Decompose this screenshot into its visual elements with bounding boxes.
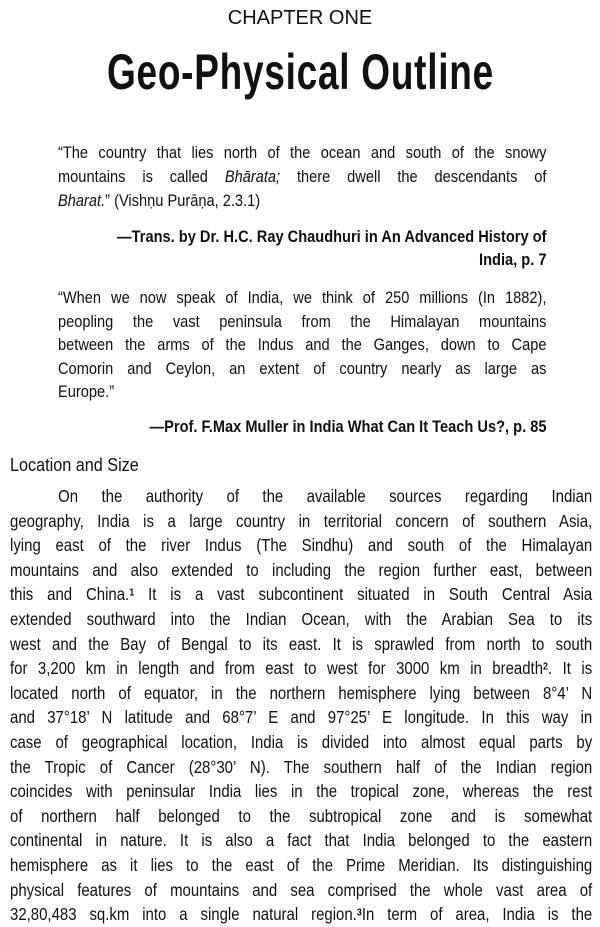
- text-line: [58, 141, 546, 165]
- text-run: mountains is called: [58, 167, 225, 186]
- text-run: ” (Vishṇu Purāṇa, 2.3.1): [105, 191, 261, 210]
- footnote-marker: 3: [356, 907, 362, 919]
- text-run: case of geographical location, India is divided into almost equal parts by: [10, 731, 593, 752]
- text-run: and 37°18’ N latitude and 68°7’ E and 97°25’ E longitude. In this way in: [10, 707, 593, 728]
- epigraph-quote-2: [58, 286, 546, 404]
- text-run: On the authority of the available sources regarding Indian: [58, 486, 593, 506]
- text-line: [10, 755, 592, 780]
- text-line: [10, 607, 592, 632]
- text-run: It is a vast subcontinent situated in South Central Asia: [134, 584, 593, 605]
- text-run: for 3,200 km in length and from east to west for 3000 km in breadth: [10, 658, 544, 679]
- text-line: [10, 779, 592, 804]
- text-run: hemisphere as it lies to the east of the Prime Meridian. Its distinguishing: [10, 854, 593, 875]
- text-line: [58, 333, 546, 357]
- text-run: the Tropic of Cancer (28°30’ N). The southern half of the Indian region: [10, 756, 593, 777]
- epigraph-attribution-2: [58, 415, 546, 439]
- text-run: extended southward into the Indian Ocean, with the Arabian Sea to its: [10, 608, 593, 629]
- footnote-marker: 1: [129, 587, 135, 599]
- text-run: India, p. 7: [479, 250, 547, 269]
- text-run: physical features of mountains and sea comprised the whole vast area of: [10, 879, 593, 900]
- epigraph-attribution-1: [58, 225, 546, 271]
- text-line: [58, 189, 546, 213]
- text-run: between the arms of the Indus and the Ganges, down to Cape: [58, 335, 547, 355]
- epigraph-quote-1: [58, 141, 546, 213]
- text-run: 32,80,483 sq.km into a single natural region.: [10, 904, 357, 925]
- chapter-label: CHAPTER ONE: [227, 7, 373, 29]
- text-run: “When we now speak of India, we think of 250 millions (In 1882),: [58, 288, 547, 307]
- text-run: of northern half belonged to the subtropical zone and is somewhat: [10, 805, 593, 826]
- text-line: [10, 656, 592, 681]
- text-line: [58, 225, 546, 248]
- text-line: [10, 705, 592, 730]
- text-run: “The country that lies north of the ocean and south of the snowy: [58, 143, 547, 162]
- text-run: lying east of the river Indus (The Sindhu) and south of the Himalayan: [10, 535, 593, 556]
- text-run: this and China.: [10, 584, 130, 605]
- text-run: —Prof. F.Max Muller in India What Can It Teach Us?, p. 85: [149, 417, 547, 436]
- footnote-marker: 2: [543, 661, 549, 673]
- text-run: continental in nature. It is also a fact that India belonged to the eastern: [10, 830, 593, 851]
- text-line: [10, 730, 592, 755]
- text-line: [10, 804, 592, 829]
- text-line: [10, 484, 592, 509]
- body-paragraph: [10, 484, 592, 927]
- text-line: [10, 902, 592, 927]
- text-line: [10, 828, 592, 853]
- text-line: [10, 681, 592, 706]
- text-line: [10, 853, 592, 878]
- text-line: [58, 286, 546, 310]
- text-line: [10, 509, 592, 534]
- text-line: [10, 558, 592, 583]
- text-run: located north of equator, in the northern hemisphere lying between 8°4’ N: [10, 682, 593, 703]
- text-line: [10, 632, 592, 657]
- text-run: coincides with peninsular India lies in the tropical zone, whereas the rest: [10, 781, 593, 802]
- text-run: peopling the vast peninsula from the Himalayan mountains: [58, 311, 547, 331]
- text-run: mountains and also extended to including the region further east, between: [10, 559, 593, 580]
- text-run: —Trans. by Dr. H.C. Ray Chaudhuri in An Advanced History of: [117, 227, 547, 246]
- text-run: there dwell the descendants of: [280, 167, 547, 186]
- text-line: [58, 357, 546, 381]
- text-run: In term of area, India is the: [361, 904, 593, 925]
- chapter-title: Geo-Physical Outline: [106, 44, 494, 100]
- italic-term: Bhārata;: [224, 167, 281, 186]
- text-line: [58, 248, 546, 271]
- text-line: [10, 582, 592, 607]
- section-heading: Location and Size: [10, 455, 139, 475]
- text-run: Europe.”: [58, 382, 115, 402]
- text-run: geography, India is a large country in territorial concern of southern Asia,: [10, 510, 593, 531]
- text-run: . It is: [548, 658, 593, 679]
- title-container: [0, 44, 600, 100]
- text-line: [58, 310, 546, 334]
- text-line: [58, 165, 546, 189]
- text-run: west and the Bay of Bengal to its east. It is sprawled from north to south: [10, 633, 593, 654]
- text-run: Comorin and Ceylon, an extent of country nearly as large as: [58, 358, 547, 378]
- text-line: [58, 415, 546, 439]
- text-line: [10, 533, 592, 558]
- text-line: [10, 878, 592, 903]
- italic-term: Bharat.: [58, 191, 106, 210]
- text-line: [58, 380, 546, 404]
